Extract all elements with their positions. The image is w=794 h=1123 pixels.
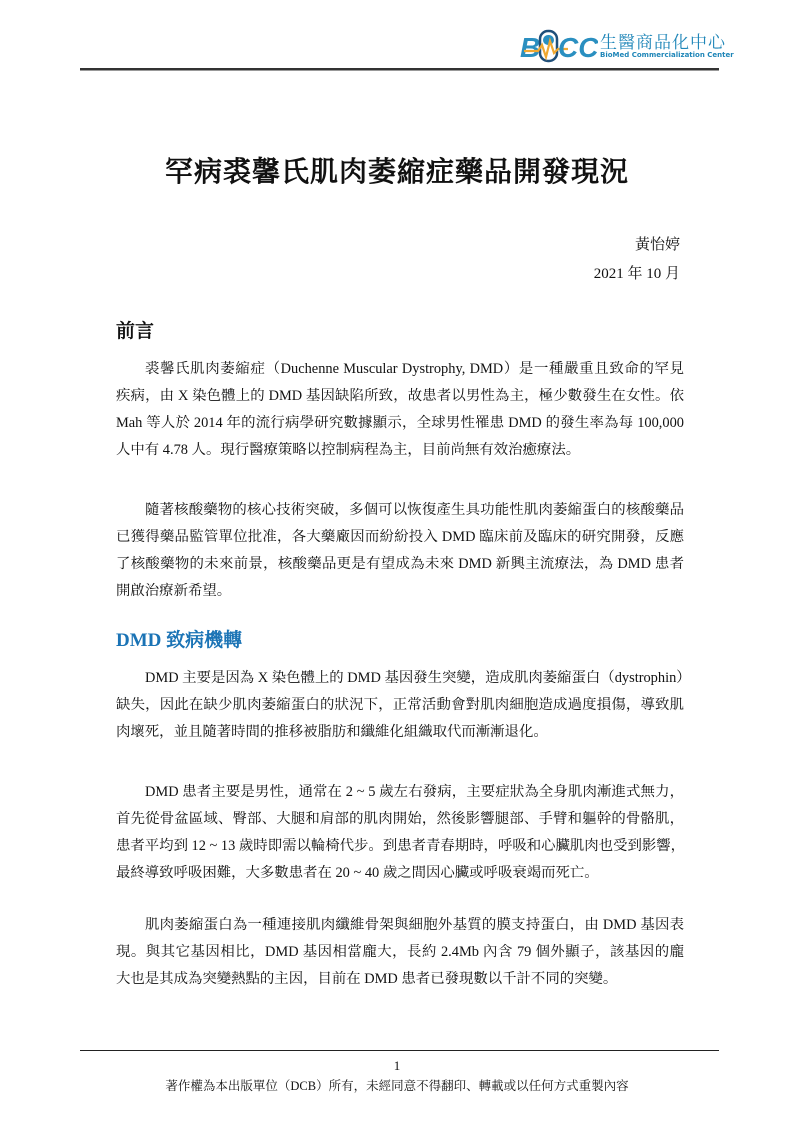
text-line: Mah 等人於 2014 年的流行病學研究數據顯示，全球男性罹患 DMD 的發生率為每 100,000: [116, 415, 684, 431]
text-line: 隨著核酸藥物的核心技術突破，多個可以恢復產生具功能性肌肉萎縮蛋白的核酸藥品: [145, 502, 684, 518]
text-line: 疾病，由 X 染色體上的 DMD 基因缺陷所致，故患者以男性為主，極少數發生在女性。依: [116, 388, 684, 404]
text-line: 患者平均到 12 ~ 13 歲時即需以輪椅代步。到患者青春期時，呼吸和心臟肌肉也受到影響，: [116, 838, 686, 854]
text-line: 肉壞死，並且隨著時間的推移被脂肪和纖維化組織取代而漸漸退化。: [116, 724, 548, 740]
intro-paragraph-2: [116, 497, 684, 605]
document-title: 罕病裘馨氏肌肉萎縮症藥品開發現況: [164, 155, 629, 188]
intro-paragraph-1: [116, 356, 684, 464]
text-line: 開啟治療新希望。: [116, 583, 232, 599]
text-line: 缺失，因此在缺少肌肉萎縮蛋白的狀況下，正常活動會對肌肉細胞造成過度損傷，導致肌: [116, 697, 684, 713]
text-line: 裘馨氏肌肉萎縮症（Duchenne Muscular Dystrophy, DMD）是一種嚴重且致命的罕見: [145, 361, 684, 377]
svg-text:B: B: [520, 32, 541, 63]
pathogenesis-paragraph-3: [116, 912, 684, 993]
text-line: DMD 患者主要是男性，通常在 2 ~ 5 歲左右發病，主要症狀為全身肌肉漸進式無力，: [145, 784, 684, 800]
svg-text:CC: CC: [558, 32, 598, 63]
text-line: 已獲得藥品監管單位批准，各大藥廠因而紛紛投入 DMD 臨床前及臨床的研究開發，反應: [116, 529, 684, 545]
logo-chinese-name: 生醫商品化中心: [600, 33, 726, 53]
author: 黃怡婷: [634, 235, 680, 253]
text-line: DMD 主要是因為 X 染色體上的 DMD 基因發生突變，造成肌肉萎縮蛋白（dystrophin）: [145, 670, 691, 686]
header-divider: [80, 68, 719, 70]
text-line: 了核酸藥物的未來前景，核酸藥品更是有望成為未來 DMD 新興主流療法，為 DMD 患者: [116, 556, 684, 572]
text-line: 最終導致呼吸困難，大多數患者在 20 ~ 40 歲之間因心臟或呼吸衰竭而死亡。: [116, 865, 599, 881]
bmcc-logo: [520, 27, 734, 67]
page-number: 1: [393, 1058, 401, 1073]
copyright-notice: 著作權為本出版單位（DCB）所有，未經同意不得翻印、轉載或以任何方式重製內容: [165, 1079, 629, 1093]
text-line: 大也是其成為突變熱點的主因，目前在 DMD 患者已發現數以千計不同的突變。: [116, 971, 618, 987]
text-line: 首先從骨盆區域、臀部、大腿和肩部的肌肉開始，然後影響腿部、手臂和軀幹的骨骼肌，: [116, 811, 684, 827]
pathogenesis-paragraph-2: [116, 779, 684, 887]
section-heading-pathogenesis: DMD 致病機轉: [116, 630, 243, 651]
logo-english-name: BioMed Commercialization Center: [600, 51, 734, 59]
pathogenesis-paragraph-1: [116, 665, 691, 746]
text-line: 人中有 4.78 人。現行醫療策略以控制病程為主，目前尚無有效治癒療法。: [116, 442, 581, 458]
bmcc-logo-mark-icon: [520, 29, 598, 63]
text-line: 現。與其它基因相比，DMD 基因相當龐大，長約 2.4Mb 內含 79 個外顯子，該基因的龐: [116, 944, 684, 960]
footer-divider: [80, 1050, 719, 1051]
text-line: 肌肉萎縮蛋白為一種連接肌肉纖維骨架與細胞外基質的膜支持蛋白，由 DMD 基因表: [145, 917, 684, 933]
section-heading-intro: 前言: [116, 320, 155, 342]
publication-date: 2021 年 10 月: [593, 266, 680, 282]
